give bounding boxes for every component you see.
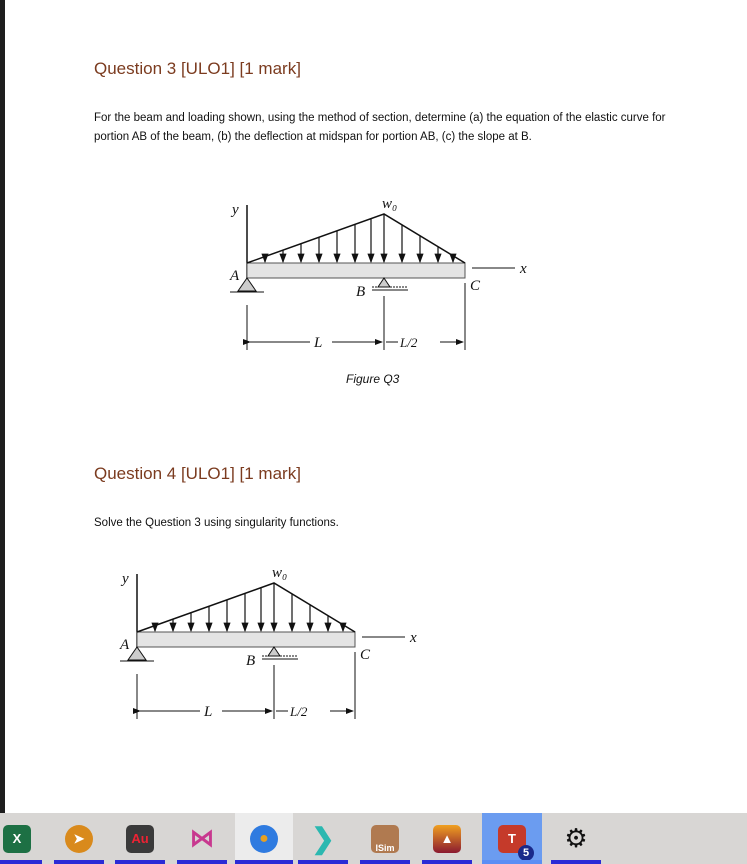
load-label: w₀ bbox=[382, 196, 398, 212]
taskbar-settings[interactable] bbox=[551, 813, 601, 864]
point-a-label: A bbox=[230, 268, 240, 284]
point-c-label: C bbox=[360, 647, 371, 663]
length-l2-label: L/2 bbox=[400, 335, 418, 350]
isim-icon: ISim bbox=[371, 825, 399, 853]
taskbar-photos[interactable] bbox=[422, 813, 472, 864]
teams-badge: 5 bbox=[518, 845, 534, 861]
length-l-label: L bbox=[314, 335, 323, 351]
load-label: w₀ bbox=[272, 565, 288, 581]
question-4-title: Question 4 [ULO1] [1 mark] bbox=[94, 464, 301, 483]
question-3-text: For the beam and loading shown, using the method of section, determine (a) the equation of the elastic curve for portion AB of the beam, (b) the deflection at midspan for portion AB, (c) the slope at B. bbox=[94, 112, 666, 143]
taskbar-teams[interactable] bbox=[482, 813, 542, 864]
taskbar-arrow-app[interactable] bbox=[298, 813, 348, 864]
question-4-text: Solve the Question 3 using singularity functions. bbox=[94, 517, 339, 529]
teams-letter: T bbox=[508, 831, 516, 846]
taskbar-audition[interactable] bbox=[115, 813, 165, 864]
figure-q3 bbox=[229, 196, 527, 351]
point-b-label: B bbox=[356, 284, 366, 300]
question-3-title: Question 3 [ULO1] [1 mark] bbox=[94, 59, 301, 78]
point-a-label: A bbox=[120, 637, 130, 653]
length-l2-label: L/2 bbox=[290, 704, 308, 719]
excel-icon: X bbox=[3, 825, 31, 853]
chrome-icon: ● bbox=[250, 825, 278, 853]
x-axis-label: x bbox=[520, 261, 527, 277]
x-axis-label: x bbox=[410, 630, 417, 646]
taskbar-chrome[interactable] bbox=[235, 813, 293, 864]
arrow-app-icon: ❯ bbox=[311, 823, 335, 854]
settings-gear-icon: ⚙ bbox=[564, 823, 588, 853]
photos-icon: ▲ bbox=[433, 825, 461, 853]
audition-icon: Au bbox=[126, 825, 154, 853]
y-axis-label: y bbox=[122, 571, 129, 587]
visual-studio-icon: ⋈ bbox=[190, 825, 214, 852]
point-c-label: C bbox=[470, 278, 481, 294]
y-axis-label: y bbox=[232, 202, 239, 218]
figure-q4 bbox=[119, 565, 417, 720]
teams-icon bbox=[498, 825, 530, 859]
taskbar-visual-studio[interactable] bbox=[177, 813, 227, 864]
taskbar-telegram[interactable] bbox=[54, 813, 104, 864]
point-b-label: B bbox=[246, 653, 256, 669]
taskbar bbox=[0, 813, 747, 864]
length-l-label: L bbox=[204, 704, 213, 720]
figure-caption: Figure Q3 bbox=[346, 372, 400, 386]
telegram-icon: ➤ bbox=[65, 825, 93, 853]
taskbar-isim[interactable] bbox=[360, 813, 410, 864]
taskbar-excel[interactable] bbox=[0, 813, 42, 864]
